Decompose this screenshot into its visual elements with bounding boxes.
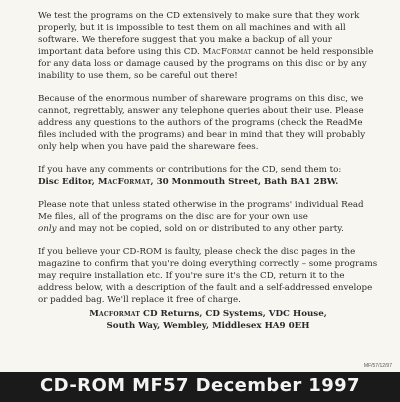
p1-text: We test the programs on the CD extensively to make sure that they work properly, but it is impossible to test them on all machines and with all software. We therefore suggest that you make a backup of all your important data before using this CD. [38, 11, 360, 57]
paragraph-testing [38, 10, 378, 82]
footer-bar [0, 372, 400, 402]
paragraph-faulty: If you believe your CD-ROM is faulty, please check the disc pages in the magazine to confirm that you're doing everything correctly – some programs may require installation etc. If you're sure it's the CD, return it to the address below, with a description of the fault and a self-addressed envelope or padded bag. We'll replace it free of charge. [38, 247, 378, 305]
paragraph-license [38, 199, 378, 235]
issue-code: MF/57/12/97 [363, 363, 392, 369]
p3-text: If you have any comments or contributions for the CD, send them to: [38, 165, 342, 175]
brand-name: MacFormat [97, 177, 151, 187]
p4-only: only [38, 224, 57, 234]
brand-name: Macformat [89, 309, 140, 319]
paragraph-shareware: Because of the enormous number of shareware programs on this disc, we cannot, regrettably, answer any telephone queries about their use. Please address any questions to the authors of the programs (check the ReadMe files included with the programs) and bear in mind that they will probably only help when you have paid the shareware fees. [38, 94, 366, 152]
p4-text-b: and may not be copied, sold on or distributed to any other party. [59, 224, 344, 234]
disclaimer-text [38, 10, 378, 332]
brand-name: MacFormat [202, 47, 252, 57]
addr-part2: , 30 Monmouth Street, Bath BA1 2BW. [150, 177, 339, 187]
paragraph-contributions [38, 164, 378, 188]
p1-end-text: cannot be held responsible for any data loss or damage caused by the programs on this disc or by any inability to use them, so be careful out there! [38, 47, 374, 81]
returns-line1: CD Returns, CD Systems, VDC House, [143, 309, 327, 319]
disc-editor-address [38, 177, 338, 187]
returns-address-line2: South Way, Wembley, Middlesex HA9 0EH [106, 321, 310, 331]
p4-text-a: Please note that unless stated otherwise in the programs' individual Read Me files, all of the programs on the disc are for your own use [38, 200, 364, 222]
addr-part1: Disc Editor, [38, 177, 95, 187]
returns-address-line1 [38, 308, 378, 320]
footer-title: CD-ROM MF57 December 1997 [40, 375, 360, 396]
